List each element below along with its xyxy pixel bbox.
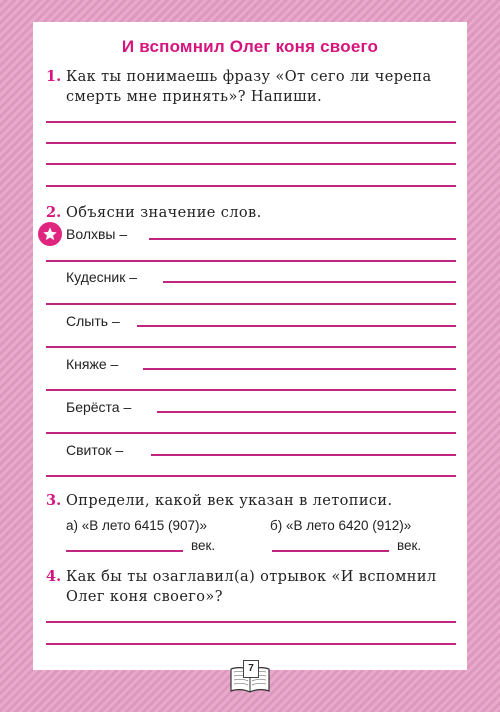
question-1-text-line-1: Как ты понимаешь фразу «От сего ли черепа xyxy=(66,69,432,85)
answer-line-volkhvy-2[interactable] xyxy=(46,260,456,262)
century-label-a: век. xyxy=(191,538,216,553)
answer-line-4-1[interactable] xyxy=(46,621,456,623)
century-label-b: век. xyxy=(397,538,422,553)
answer-line-kudesnik-2[interactable] xyxy=(46,303,456,305)
word-svitok: Свиток – xyxy=(66,442,124,458)
answer-line-beresta[interactable] xyxy=(157,411,456,413)
word-kudesnik: Кудесник – xyxy=(66,269,137,285)
word-volkhvy: Волхвы – xyxy=(66,226,128,242)
answer-line-beresta-2[interactable] xyxy=(46,432,456,434)
page-title: И вспомнил Олег коня своего xyxy=(121,37,379,56)
worksheet-page xyxy=(33,22,467,670)
answer-line-1-2[interactable] xyxy=(46,142,456,144)
answer-line-century-a[interactable] xyxy=(66,550,183,552)
question-2-text: Объясни значение слов. xyxy=(66,205,262,221)
question-4-text-line-1: Как бы ты озаглавил(а) отрывок «И вспомнил xyxy=(66,569,437,585)
answer-line-slyt-2[interactable] xyxy=(46,346,456,348)
question-4-number: 4. xyxy=(46,568,62,585)
question-1-number: 1. xyxy=(46,68,62,85)
word-beresta: Берёста – xyxy=(66,399,132,415)
question-3-option-b: б) «В лето 6420 (912)» xyxy=(270,518,412,533)
answer-line-svitok-2[interactable] xyxy=(46,475,456,477)
word-knyazhe: Княже – xyxy=(66,356,119,372)
answer-line-1-1[interactable] xyxy=(46,121,456,123)
question-3-number: 3. xyxy=(46,492,62,509)
answer-line-1-3[interactable] xyxy=(46,163,456,165)
question-1-text-line-2: смерть мне принять»? Напиши. xyxy=(66,89,323,105)
star-badge-icon xyxy=(38,222,62,246)
answer-line-knyazhe[interactable] xyxy=(143,368,456,370)
answer-line-1-4[interactable] xyxy=(46,185,456,187)
answer-line-slyt[interactable] xyxy=(137,325,456,327)
page-number: 7 xyxy=(243,660,259,678)
question-3-text: Определи, какой век указан в летописи. xyxy=(66,493,393,509)
answer-line-4-2[interactable] xyxy=(46,643,456,645)
answer-line-volkhvy[interactable] xyxy=(149,238,456,240)
question-3-option-a: а) «В лето 6415 (907)» xyxy=(66,518,208,533)
question-2-number: 2. xyxy=(46,204,62,221)
open-book-icon xyxy=(228,660,272,696)
answer-line-knyazhe-2[interactable] xyxy=(46,389,456,391)
word-slyt: Слыть – xyxy=(66,313,120,329)
question-4-text-line-2: Олег коня своего»? xyxy=(66,589,223,605)
answer-line-kudesnik[interactable] xyxy=(163,281,456,283)
answer-line-century-b[interactable] xyxy=(272,550,389,552)
answer-line-svitok[interactable] xyxy=(151,454,456,456)
